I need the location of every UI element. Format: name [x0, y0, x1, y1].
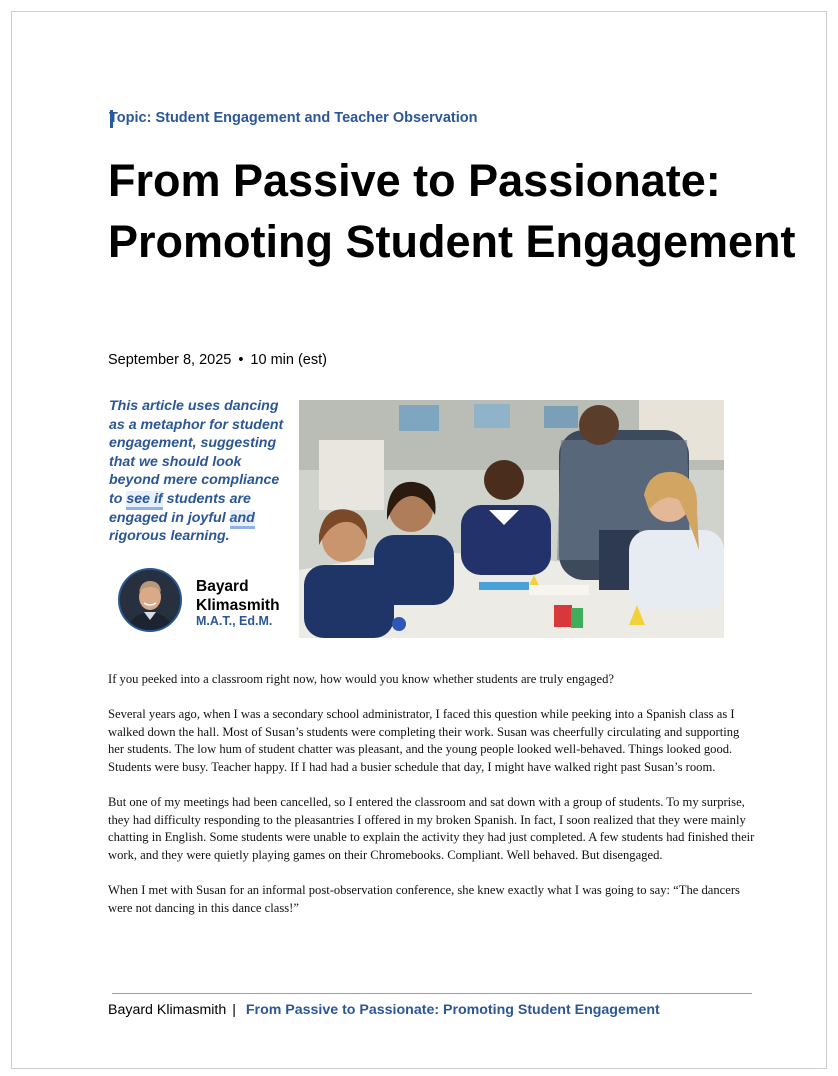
summary-text-1: This article uses dancing as a metaphor for student engagement, suggesting that we should look beyond mere compliance to — [109, 398, 284, 507]
author-name: Bayard Klimasmith — [196, 578, 280, 614]
summary-text-3: rigorous learning. — [109, 528, 230, 545]
topic-line: Topic: Student Engagement and Teacher Observation — [109, 110, 478, 126]
summary-text-2: students are engaged in joyful — [109, 490, 251, 526]
body-paragraph-3: But one of my meetings had been cancelled, so I entered the classroom and sat down with a group of students. To my surprise, they had difficulty responding to the pleasantries I offered in my broken Spanish. In fact, I soon realized that they were mainly chatting in English. Some students were unable to explain the activity they had just completed. A few students had finished their work, and they were quietly playing games on their Chromebooks. Compliant. Well behaved. But disengaged. — [108, 795, 755, 862]
publish-date: September 8, 2025 — [108, 352, 232, 368]
article-title: From Passive to Passionate: Promoting Student Engagement — [108, 155, 796, 267]
author-avatar — [118, 568, 182, 632]
article-body — [108, 671, 758, 935]
article-meta — [108, 352, 327, 368]
body-paragraph-4: When I met with Susan for an informal post-observation conference, she knew exactly what I was going to say: “The dancers were not dancing in this dance class!” — [108, 883, 740, 915]
author-credentials: M.A.T., Ed.M. — [196, 614, 273, 628]
meta-separator: • — [238, 352, 244, 368]
summary-highlight-1[interactable]: see if — [126, 491, 162, 510]
summary-highlight-2[interactable]: and — [230, 510, 255, 529]
footer-author: Bayard Klimasmith — [108, 1002, 227, 1018]
classroom-photo — [299, 400, 724, 638]
article-summary — [109, 397, 291, 546]
body-paragraph-2: Several years ago, when I was a secondary school administrator, I faced this question while peeking into a Spanish class as I walked down the hall. Most of Susan’s students were completing their work. Susan was cheerfully circulating and supporting her students. The low hum of student chatter was pleasant, and the young people looked well-behaved. Things looked good. Students were busy. Teacher happy. If I had had a busier schedule that day, I might have walked right past Susan’s room. — [108, 707, 740, 774]
footer-divider — [112, 993, 752, 994]
footer-title: From Passive to Passionate: Promoting Student Engagement — [245, 1002, 660, 1018]
page-footer — [108, 1002, 660, 1018]
read-time: 10 min (est) — [250, 352, 327, 368]
body-paragraph-1: If you peeked into a classroom right now, how would you know whether students are truly engaged? — [108, 672, 614, 686]
footer-separator: | — [232, 1002, 236, 1018]
